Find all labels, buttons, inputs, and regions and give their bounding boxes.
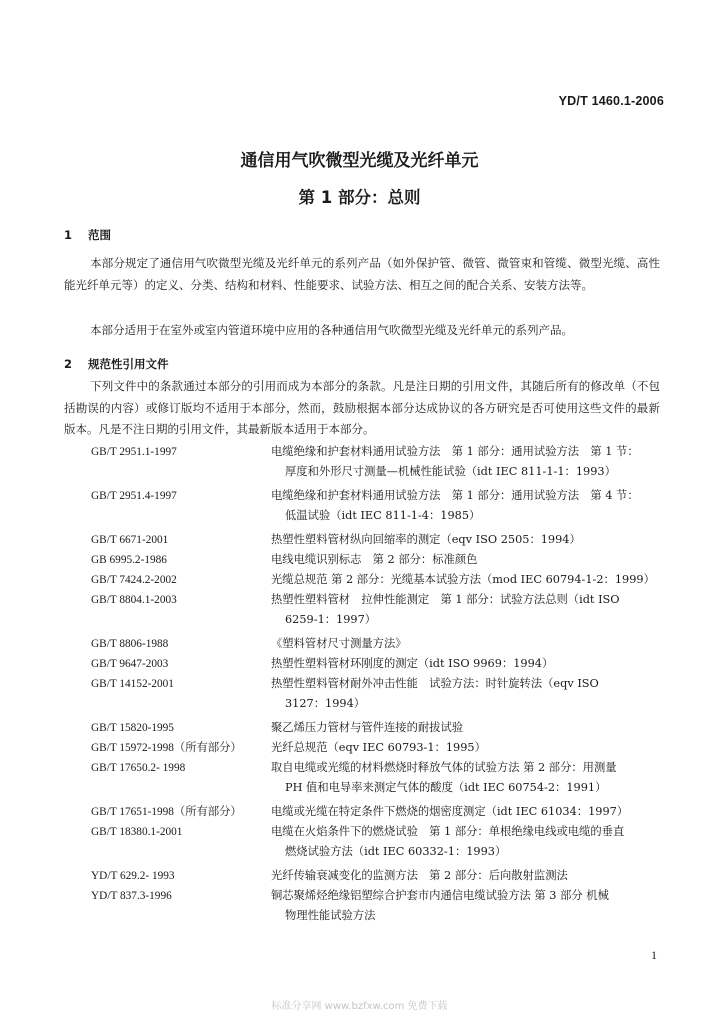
reference-code: GB/T 8806-1988 [91, 638, 169, 650]
reference-item [91, 530, 671, 550]
references-intro-text: 下列文件中的条款通过本部分的引用而成为本部分的条款。凡是注日期的引用文件，其随后所有的修改单（不包括勘误的内容）或修订版均不适用于本部分，然而，鼓励根据本部分达成协议的各方研究是否可使用这些文件的最新版本。凡是不注日期的引用文件，其最新版本适用于本部分。 [64, 379, 660, 436]
reference-code: GB/T 15820-1995 [91, 722, 174, 734]
reference-code: GB/T 9647-2003 [91, 658, 169, 670]
reference-title: 电缆或光缆在特定条件下燃烧的烟密度测定（idt IEC 61034：1997） [271, 805, 629, 818]
reference-code: GB/T 7424.2-2002 [91, 574, 177, 586]
reference-title: 电缆绝缘和护套材料通用试验方法 第 1 部分：通用试验方法 第 1 节： 厚度和外形尺寸测量—机械性能试验（idt IEC 811-1-1：1993） [271, 445, 639, 478]
reference-item [91, 442, 671, 482]
reference-list [91, 442, 671, 926]
section-title: 范围 [88, 228, 112, 242]
document-subtitle: 第 1 部分：总则 [298, 188, 421, 207]
reference-item [91, 718, 671, 738]
section-heading-scope [64, 227, 111, 243]
reference-item [91, 758, 671, 798]
reference-code: GB/T 6671-2001 [91, 534, 169, 546]
reference-item [91, 570, 671, 590]
reference-code: GB/T 17651-1998（所有部分） [91, 806, 242, 818]
reference-title: 铜芯聚烯烃绝缘铝塑综合护套市内通信电缆试验方法 第 3 部分 机械 物理性能试验方法 [271, 889, 609, 922]
reference-title: 热塑性塑料管材耐外冲击性能 试验方法：时针旋转法（eqv ISO 3127：1994） [271, 677, 599, 710]
reference-code: GB/T 2951.1-1997 [91, 446, 177, 458]
scope-text-2: 本部分适用于在室外或室内管道环境中应用的各种通信用气吹微型光缆及光纤单元的系列产品。 [90, 323, 573, 337]
document-title: 通信用气吹微型光缆及光纤单元 [240, 151, 479, 171]
reference-code: YD/T 629.2- 1993 [91, 870, 175, 882]
section-number: 1 [64, 228, 73, 242]
reference-item [91, 738, 671, 758]
reference-code: GB/T 14152-2001 [91, 678, 174, 690]
reference-title: 电缆绝缘和护套材料通用试验方法 第 1 部分：通用试验方法 第 4 节： 低温试验（idt IEC 811-1-4：1985） [271, 489, 639, 522]
scope-paragraph-2 [64, 320, 660, 342]
reference-item [91, 590, 671, 630]
reference-title: 聚乙烯压力管材与管件连接的耐拔试验 [271, 721, 464, 734]
page-number: 1 [651, 948, 657, 962]
scope-text-1: 本部分规定了通信用气吹微型光缆及光纤单元的系列产品（如外保护管、微管、微管束和管缆、微型光缆、高性能光纤单元等）的定义、分类、结构和材料、性能要求、试验方法、相互之间的配合关系、安装方法等。 [64, 256, 660, 292]
reference-item [91, 486, 671, 526]
reference-title: 取自电缆或光缆的材料燃烧时释放气体的试验方法 第 2 部分：用测量 PH 值和电导率来测定气体的酸度（idt IEC 60754-2：1991） [271, 761, 617, 794]
reference-title: 热塑性塑料管材 拉伸性能测定 第 1 部分：试验方法总则（idt ISO 6259-1：1997） [271, 593, 620, 626]
reference-item [91, 866, 671, 886]
scope-paragraph-1 [64, 253, 660, 296]
section-heading-references [64, 356, 169, 372]
reference-item [91, 654, 671, 674]
reference-item [91, 886, 671, 926]
reference-title: 电线电缆识别标志 第 2 部分：标准颜色 [271, 553, 478, 566]
reference-item [91, 634, 671, 654]
reference-code: GB/T 17650.2- 1998 [91, 762, 186, 774]
document-code: YD/T 1460.1-2006 [558, 94, 664, 108]
reference-title: 热塑性塑料管材纵向回缩率的测定（eqv ISO 2505：1994） [271, 533, 581, 546]
reference-title: 《塑料管材尺寸测量方法》 [271, 637, 407, 650]
reference-code: GB/T 18380.1-2001 [91, 826, 183, 838]
reference-code: GB/T 15972-1998（所有部分） [91, 742, 242, 754]
reference-title: 光纤总规范（eqv IEC 60793-1：1995） [271, 741, 486, 754]
references-intro-paragraph [64, 376, 660, 441]
reference-item [91, 674, 671, 714]
reference-code: GB/T 8804.1-2003 [91, 594, 177, 606]
section-title: 规范性引用文件 [88, 357, 169, 371]
reference-item [91, 550, 671, 570]
section-number: 2 [64, 357, 73, 371]
reference-title: 光纤传输衰减变化的监测方法 第 2 部分：后向散射监测法 [271, 869, 568, 882]
watermark-text: 标准分享网 www.bzfxw.com 免费下载 [271, 1001, 448, 1012]
reference-item [91, 822, 671, 862]
reference-item [91, 802, 671, 822]
reference-code: GB/T 2951.4-1997 [91, 490, 177, 502]
reference-code: YD/T 837.3-1996 [91, 890, 172, 902]
reference-title: 电缆在火焰条件下的燃烧试验 第 1 部分：单根绝缘电线或电缆的垂直 燃烧试验方法（idt IEC 60332-1：1993） [271, 825, 625, 858]
reference-title: 热塑性塑料管材环刚度的测定（idt ISO 9969：1994） [271, 657, 554, 670]
reference-code: GB 6995.2-1986 [91, 554, 167, 566]
reference-title: 光缆总规范 第 2 部分：光缆基本试验方法（mod IEC 60794-1-2：1999） [271, 573, 655, 586]
